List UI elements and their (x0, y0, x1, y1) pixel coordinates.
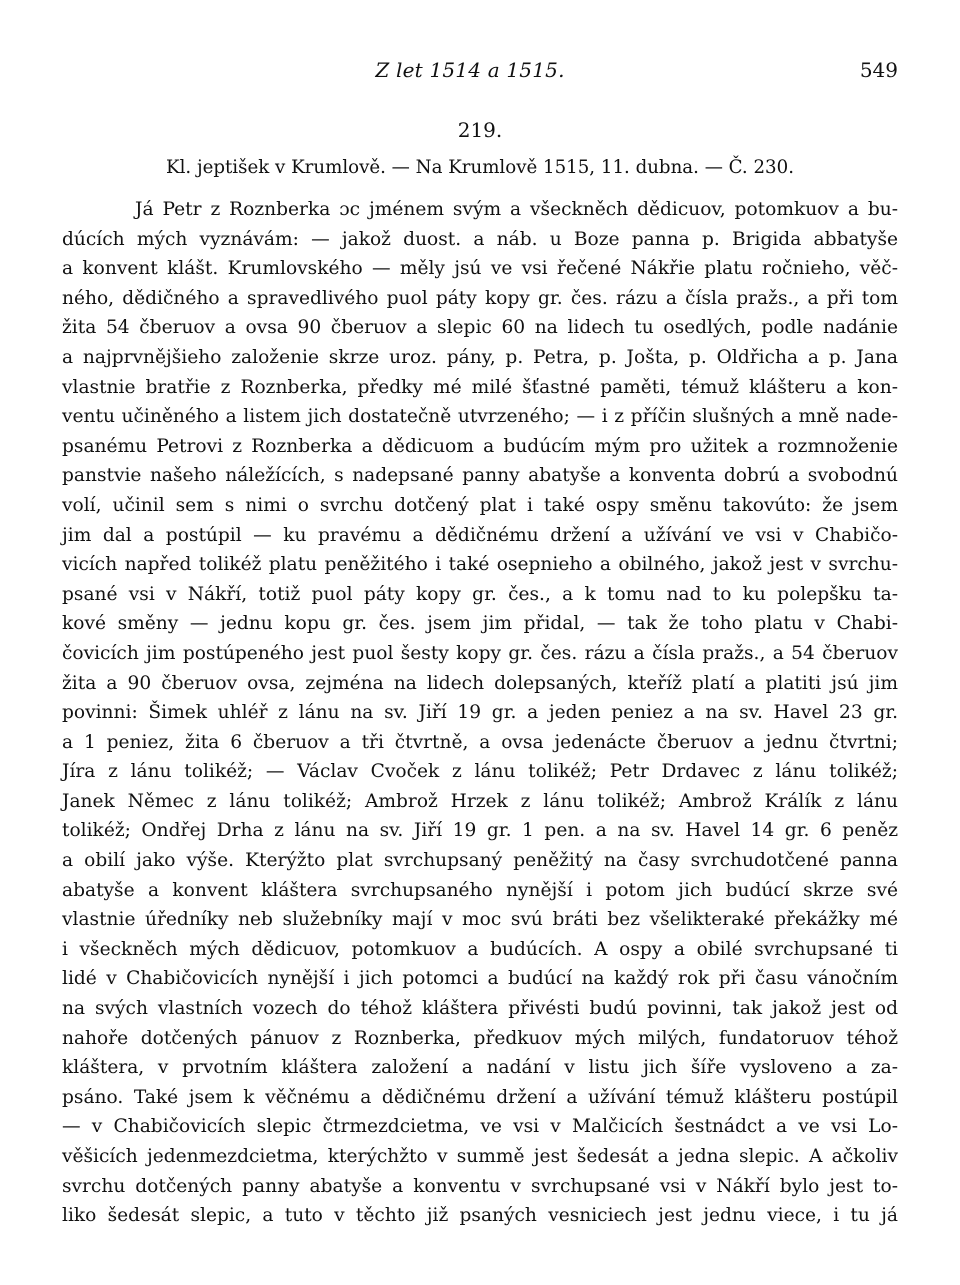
text-line: lidé v Chabičovicích nynější i jich potomci a budúcí na každý rok při času vánočním (62, 968, 898, 990)
text-line: žita a 90 čberuov ovsa, zejména na lidech dolepsaných, kteříž platí a platiti jsú jim (62, 672, 898, 694)
text-line: i všeckněch mých dědicuov, potomkuov a budúcích. A ospy a obilé svrchupsané ti (62, 938, 898, 960)
text-line: — v Chabičovicích slepic čtrmezdcietma, ve vsi v Malčicích šestnádct a ve vsi Lo- (62, 1116, 898, 1138)
text-line: svrchu dotčených panny abatyše a konventu v svrchupsané vsi v Nákří bylo jest to- (62, 1175, 898, 1197)
text-line: a obilí jako výše. Kterýžto plat svrchupsaný peněžitý na časy svrchudotčené panna (62, 850, 898, 872)
text-line: Jíra z lánu tolikéž; — Václav Cvoček z lánu tolikéž; Petr Drdavec z lánu tolikéž; (62, 761, 898, 783)
page-number: 549 (859, 58, 898, 82)
text-line: liko šedesát slepic, a tuto v těchto již psaných vesniciech jest jednu viece, i tu já (62, 1205, 898, 1227)
text-line: panstvie našeho náležících, s nadepsané panny abatyše a konventa dobrú a svobodnú (62, 465, 898, 487)
text-line: kláštera, v prvotním kláštera založení a nadání v listu jich šíře vysloveno a za- (62, 1057, 898, 1079)
text-line: psáno. Také jsem k věčnému a dědičnému držení a užívání témuž klášteru postúpil (62, 1086, 898, 1108)
text-line: volí, učinil sem s nimi o svrchu dotčený plat i také ospy směnu takovúto: že jsem (62, 494, 898, 516)
text-line: čovicích jim postúpeného jest puol šesty kopy gr. čes. rázu a čísla pražs., a 54 čberuov (62, 642, 898, 664)
text-line: na svých vlastních vozech do téhož kláštera přivésti budú povinni, tak jakož jest od (62, 998, 898, 1020)
document-body (62, 195, 898, 1231)
text-line: a najprvnějšieho založenie skrze uroz. pány, p. Petra, p. Jošta, p. Oldřicha a p. Jana (62, 346, 898, 368)
text-line: psané vsi v Nákří, totiž puol páty kopy gr. čes., a k tomu nad to ku polepšku ta- (62, 583, 898, 605)
text-line: kové směny — jednu kopu gr. čes. jsem jim přidal, — tak že toho platu v Chabi- (62, 613, 898, 635)
running-head (0, 58, 960, 84)
text-line: jim dal a postúpil — ku pravému a dědičnému držení a užívání ve vsi v Chabičo- (62, 524, 898, 546)
text-line: dúcích mých vyznávám: — jakož duost. a náb. u Boze panna p. Brigida abbatyše (62, 228, 898, 250)
text-line: a konvent klášt. Krumlovského — měly jsú ve vsi řečené Nákřie platu ročnieho, věč- (62, 258, 898, 280)
text-line: psanému Petrovi z Roznberka a dědicuom a budúcím mým pro užitek a rozmnoženie (62, 435, 898, 457)
running-title: Z let 1514 a 1515. (375, 58, 565, 82)
text-line: tolikéž; Ondřej Drha z lánu na sv. Jiří 19 gr. 1 pen. a na sv. Havel 14 gr. 6 peněz (62, 820, 898, 842)
text-line: povinni: Šimek uhléř z lánu na sv. Jiří 19 gr. a jeden peniez a na sv. Havel 23 gr. (62, 702, 898, 724)
text-line: abatyše a konvent kláštera svrchupsaného nynější i potom jich budúcí skrze své (62, 879, 898, 901)
document-number: 219. (457, 118, 503, 142)
text-line: žita 54 čberuov a ovsa 90 čberuov a slepic 60 na lidech tu osedlých, podle nadánie (62, 317, 898, 339)
text-line: Já Petr z Roznberka ɔc jménem svým a všeckněch dědicuov, potomkuov a bu- (135, 199, 898, 220)
text-line: vlastnie úředníky neb služebníky mají v moc svú bráti bez všelikteraké překážky mé (62, 909, 898, 931)
text-line: vicích napřed tolikéž platu peněžitého i také osepnieho a obilného, jakož jest v svrchu- (62, 554, 898, 576)
text-line: Janek Němec z lánu tolikéž; Ambrož Hrzek z lánu tolikéž; Ambrož Králík z lánu (62, 790, 898, 812)
text-line: ventu učiněného a listem jich dostatečně utvrzeného; — i z příčin slušných a mně nade- (62, 406, 898, 428)
text-line: a 1 peniez, žita 6 čberuov a tři čtvrtně, a ovsa jedenácte čberuov a jednu čtvrtni; (62, 731, 898, 753)
text-line: vlastnie bratřie z Roznberka, předky mé milé šťastné paměti, témuž klášteru a kon- (62, 376, 898, 398)
text-line: ného, dědičného a spravedlivého puol páty kopy gr. čes. rázu a čísla pražs., a při tom (62, 287, 898, 309)
document-heading: Kl. jeptišek v Krumlově. — Na Krumlově 1515, 11. dubna. — Č. 230. (165, 157, 794, 178)
text-line: nahoře dotčených pánuov z Roznberka, předkuov mých milých, fundatoruov téhož (62, 1027, 898, 1049)
text-line: věšicích jedenmezdcietma, kterýchžto v summě jest šedesát a jedna slepic. A ačkoliv (62, 1146, 898, 1167)
